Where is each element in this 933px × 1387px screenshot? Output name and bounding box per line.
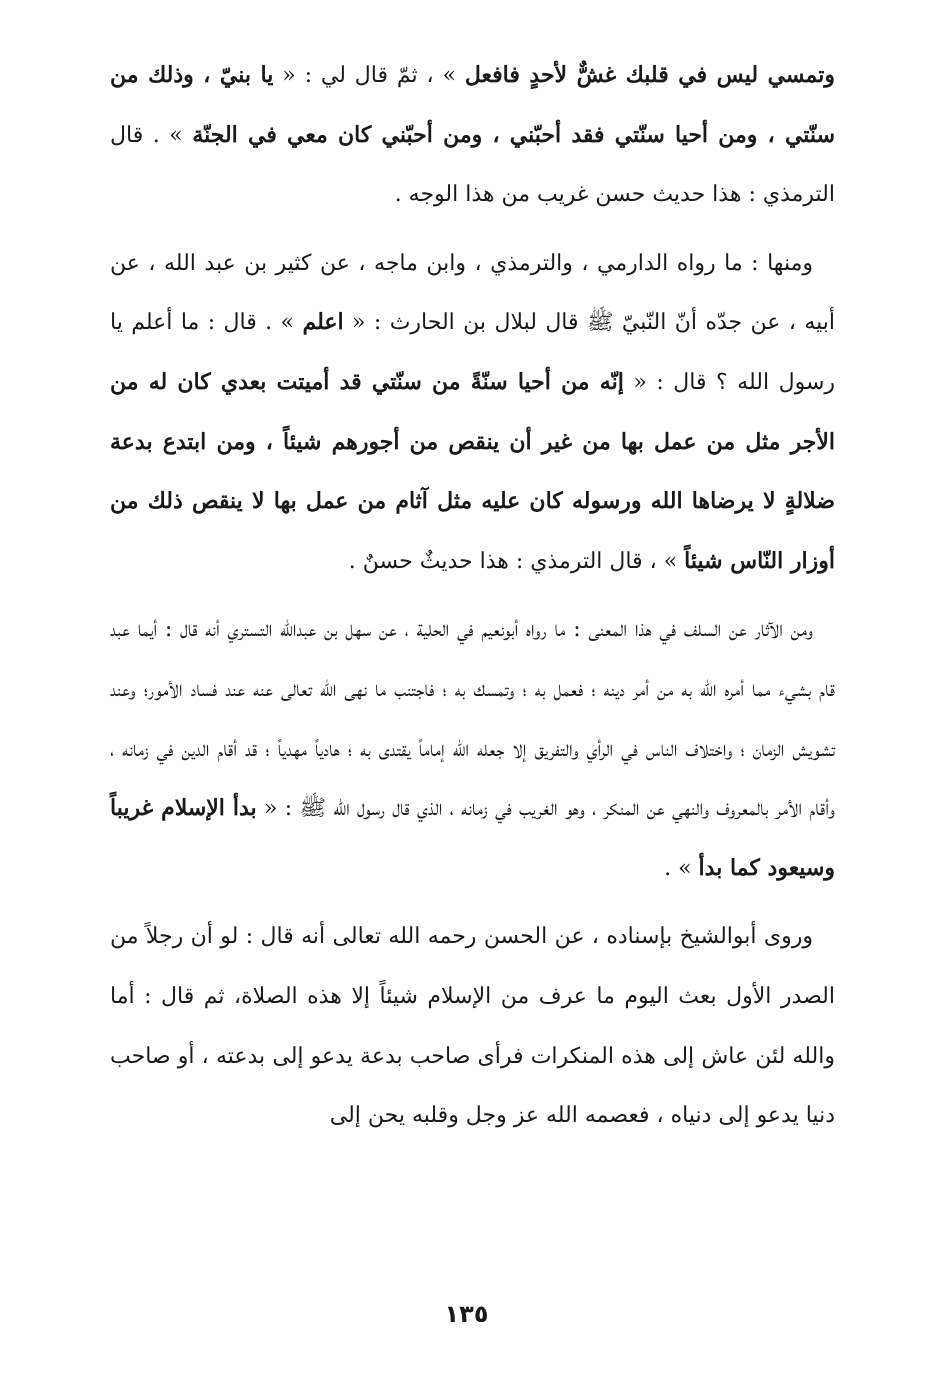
paragraph-3 xyxy=(110,600,835,898)
text-segment: » ، قال الترمذي : هذا حديثٌ حسنٌ . xyxy=(348,548,685,574)
page-number: ١٣٥ xyxy=(444,1300,489,1328)
text-segment: » . قال الترمذي : هذا حديث حسن غريب من هذا الوجه . xyxy=(110,122,835,208)
page-body xyxy=(110,46,835,1155)
text-segment: اعلم xyxy=(302,309,344,336)
text-segment: وروى أبوالشيخ بإسناده ، عن الحسن رحمه الله تعالى أنه قال : لو أن رجلاً من الصدر الأول بعث اليوم ما عرف من الإسلام شيئاً إلا هذه الصلاة، ثم قال : أما والله لئن عاش إلى هذه المنكرات فرأى صاحب بدعة يدعو إلى بدعته ، أو صاحب دنيا يدعو إلى دنياه ، فعصمه الله عز وجل وقلبه يحن إلى xyxy=(110,924,835,1129)
paragraph-2 xyxy=(110,234,835,592)
text-segment: » . قال : ما أعلم يا رسول الله ؟ قال : « xyxy=(110,310,836,395)
text-segment: بدأ الإسلام غريباً وسيعود كما بدأ xyxy=(110,795,835,881)
text-segment: ومن الآثار عن السلف في هذا المعنى : ما رواه أبونعيم في الحلية ، عن سهل بن عبدالله التستري أنه قال : أيما عبد قام بشيء مما أمره الله به من أمر دينه ؛ فعمل به ؛ وتمسك به ؛ فاجتنب ما نهى الله تعالى عنه عند فساد الأمور؛ وعند تشويش الزمان ؛ واختلاف الناس في الرأي والتفريق إلا جعله الله إماماً يقتدى به ؛ هادياً مهدياً ؛ قد أقام الدين في زمانه ، وأقام الأمر بالمعروف والنهي عن المنكر ، وهو الغريب في زمانه ، الذي قال رسول الله ﷺ : « xyxy=(110,617,835,822)
text-segment: وتمسي ليس في قلبك غشٌّ لأحدٍ فافعل xyxy=(464,62,835,88)
text-segment: إنّه من أحيا سنّةً من سنّتي قد أميتت بعدي كان له من الأجر مثل من عمل بها من غير أن ينقص من أجورهم شيئاً ، ومن ابتدع بدعة ضلالةٍ لا يرضاها الله ورسوله كان عليه مثل آثام من عمل بها لا ينقص ذلك من أوزار النّاس شيئاً xyxy=(110,368,835,574)
paragraph-1 xyxy=(110,46,835,225)
text-segment: » ، ثمّ قال لي : « xyxy=(273,63,465,88)
text-segment: » . xyxy=(664,855,699,881)
paragraph-4 xyxy=(110,907,835,1145)
text-segment: يا بنيّ ، وذلك من سنّتي ، ومن أحيا سنّتي فقد أحبّني ، ومن أحبّني كان معي في الجنّة xyxy=(110,62,835,148)
text-segment: ومنها : ما رواه الدارمي ، والترمذي ، وابن ماجه ، عن كثير بن عبد الله ، عن أبيه ، عن جدّه أنّ النّبيّ ﷺ قال لبلال بن الحارث : « xyxy=(110,250,835,336)
